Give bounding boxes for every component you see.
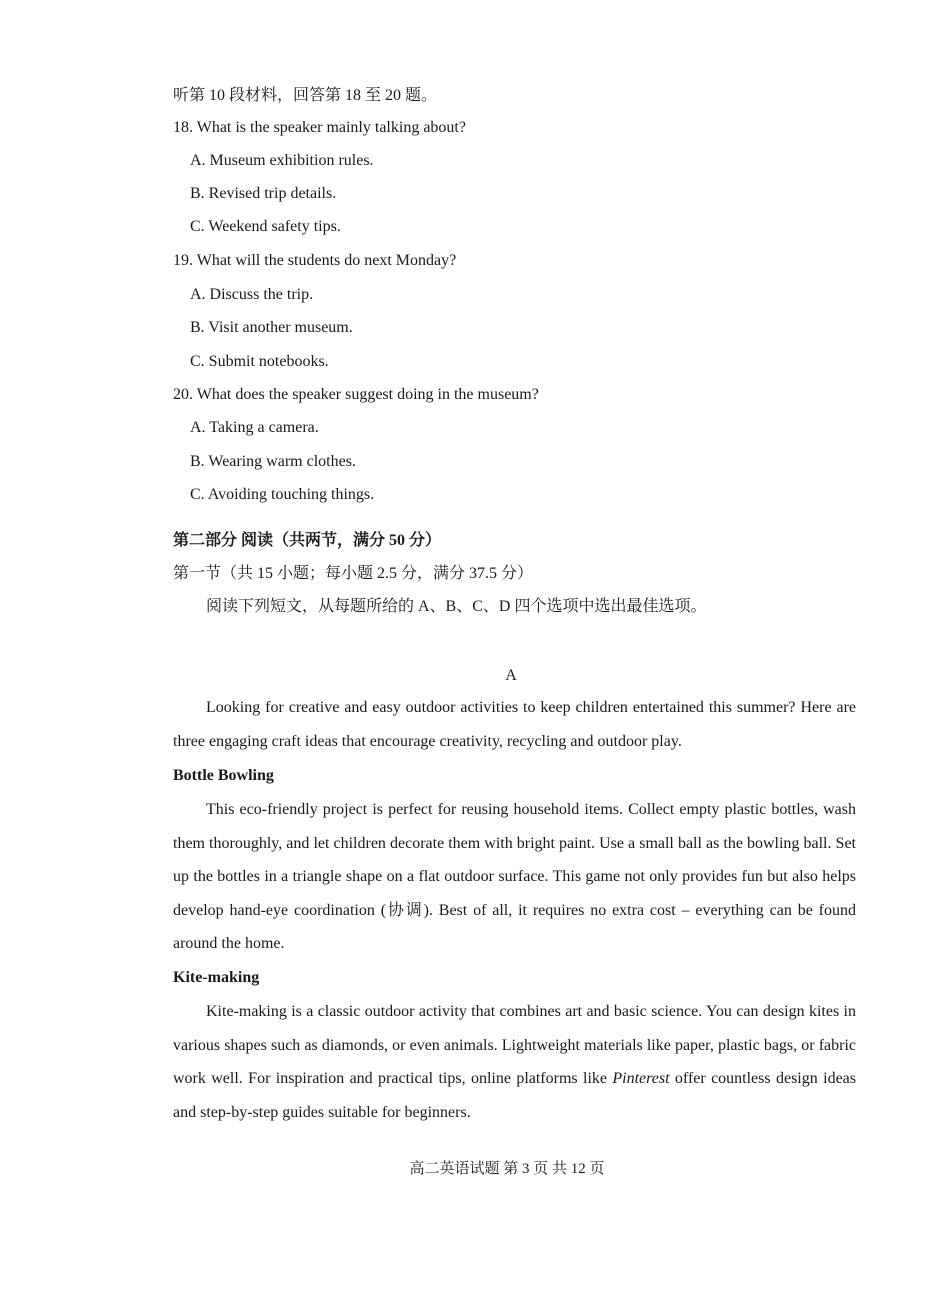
kite-making-text-end: offer countless design ideas and step-by-step guides suitable for beginners.	[173, 1070, 856, 1121]
question-19-option-c: C. Submit notebooks.	[190, 353, 329, 370]
kite-making-text-italic: Pinterest	[612, 1070, 670, 1088]
kite-making-title: Kite-making	[173, 969, 260, 986]
question-18-option-c: C. Weekend safety tips.	[190, 218, 341, 235]
kite-making-paragraph	[173, 995, 856, 1129]
reading-directions: 阅读下列短文，从每题所给的 A、B、C、D 四个选项中选出最佳选项。	[206, 598, 707, 615]
page-footer: 高二英语试题 第 3 页 共 12 页	[409, 1161, 605, 1177]
bottle-bowling-title: Bottle Bowling	[173, 767, 274, 784]
listening-instruction: 听第 10 段材料，回答第 18 至 20 题。	[173, 87, 438, 104]
kite-making-text-start: Kite-making is a classic outdoor activity that combines art and basic science. You can design kites in various shapes such as diamonds, or even animals. Lightweight materials like paper, plastic bags, or fabric work well. For inspiration and practical tips, online platforms like	[173, 1003, 856, 1088]
question-18-option-b: B. Revised trip details.	[190, 185, 337, 202]
reading-section-title: 第一节（共 15 小题；每小题 2.5 分，满分 37.5 分）	[173, 565, 534, 582]
reading-part-title: 第二部分 阅读（共两节，满分 50 分）	[173, 532, 442, 549]
bottle-bowling-text: This eco-friendly project is perfect for reusing household items. Collect empty plastic bottles, wash them thoroughly, and let children decorate them with bright paint. Use a small ball as the bowling ball. Set up the bottles in a triangle shape on a flat outdoor surface. This game not only provides fun but also helps develop hand-eye coordination (协调). Best of all, it requires no extra cost – everything can be found around the home.	[173, 801, 856, 953]
passage-intro-text: Looking for creative and easy outdoor activities to keep children entertained this summer? Here are three engaging craft ideas that encourage creativity, recycling and outdoor play.	[173, 699, 856, 750]
question-19-stem: 19. What will the students do next Monday?	[173, 252, 457, 269]
question-19-option-a: A. Discuss the trip.	[190, 286, 314, 303]
question-20-option-c: C. Avoiding touching things.	[190, 486, 375, 503]
question-18-stem: 18. What is the speaker mainly talking about?	[173, 119, 466, 136]
bottle-bowling-paragraph	[173, 793, 856, 961]
passage-intro	[173, 691, 856, 758]
passage-label: A	[505, 667, 517, 684]
question-20-option-a: A. Taking a camera.	[190, 419, 319, 436]
question-20-option-b: B. Wearing warm clothes.	[190, 453, 356, 470]
question-18-option-a: A. Museum exhibition rules.	[190, 152, 374, 169]
question-20-stem: 20. What does the speaker suggest doing in the museum?	[173, 386, 539, 403]
question-19-option-b: B. Visit another museum.	[190, 319, 353, 336]
